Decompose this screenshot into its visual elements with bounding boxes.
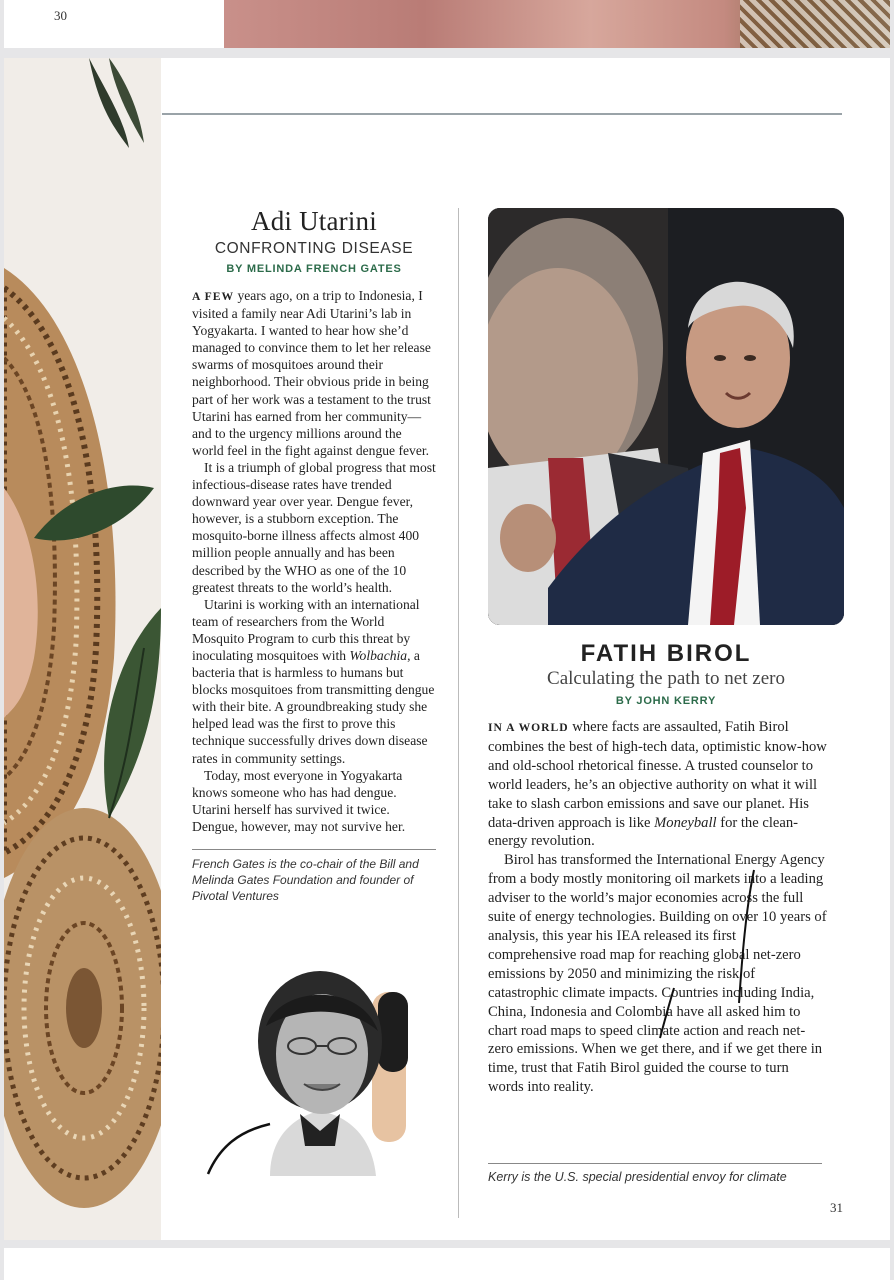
left-author-credit: French Gates is the co-chair of the Bill and Melinda Gates Foundation and founder of Pivotal Ventures bbox=[192, 857, 419, 903]
adi-utarini-portrait bbox=[200, 946, 440, 1196]
left-paragraph-1 bbox=[192, 287, 436, 459]
page-number: 31 bbox=[830, 1200, 843, 1215]
left-article-body bbox=[192, 287, 436, 835]
right-article-body bbox=[488, 718, 828, 1097]
right-paragraph-1 bbox=[488, 718, 828, 851]
left-paragraph-4: Today, most everyone in Yogyakarta knows someone who has had dengue. Utarini herself has survived it twice. Dengue, however, may not survive her. bbox=[192, 767, 406, 834]
right-paragraph-2: Birol has transformed the International Energy Agency from a body mostly monitoring oil markets into a leading adviser to the world’s major economies across the full suite of energy technologies. Building on over 10 years of analysis, this year his IEA released its first comprehensive road map for reaching global net-zero emissions by 2050 and minimizing the risk of catastrophic climate impacts. Countries including India, China, Indonesia and Colombia have all asked him to chart road maps to speed climate action and reach net-zero emissions. When we get there, and if we get there in time, trust that Fatih Birol guided the course to turn words into reality. bbox=[488, 852, 827, 1096]
right-author-credit: Kerry is the U.S. special presidential envoy for climate bbox=[488, 1170, 787, 1184]
left-article bbox=[192, 206, 436, 904]
left-paragraph-3-text-b: , a bacteria that is harmless to humans but blocks mosquitoes from transmitting dengue with their bite. A groundbreaking study she helped lead was the first to prove this technique successfully drives down disease rates in community settings. bbox=[192, 647, 435, 766]
left-paragraph-2: It is a triumph of global progress that most infectious-disease rates have trended downward year over year. Dengue fever, however, is a stubborn exception. The mosquito-borne illness affects almost 400 million people annually and has been described by the WHO as one of the 10 greatest threats to the world’s health. bbox=[192, 459, 436, 595]
left-paragraph-1-text: years ago, on a trip to Indonesia, I visited a family near Adi Utarini’s lab in Yogyakarta. I wanted to hear how she’d managed to convince them to let her release swarms of mosquitoes around their neighborhood. Their obvious pride in being part of her work was a testament to the trust Utarini has earned from her community—and to the urgency millions around the world feel in the fight against dengue fever. bbox=[192, 288, 431, 458]
previous-page-strip bbox=[4, 0, 890, 48]
right-paragraph-1-text-a: where facts are assaulted, Fatih Birol combines the best of high-tech data, optimistic know-how and old-school rhetorical finesse. A trusted counselor to world leaders, he’s an objective authority on what it will take to slash carbon emissions and save our planet. His data-driven approach is like bbox=[488, 719, 827, 831]
magazine-page bbox=[4, 58, 890, 1240]
right-lead-in: IN A WORLD bbox=[488, 721, 569, 734]
right-paragraph-1-italic: Moneyball bbox=[654, 814, 717, 831]
left-credit-rule bbox=[192, 849, 436, 850]
right-credit-rule bbox=[488, 1163, 822, 1164]
left-paragraph-3-italic: Wolbachia bbox=[349, 647, 408, 663]
decorative-wicker-photo bbox=[4, 58, 161, 1240]
left-article-subhead: CONFRONTING DISEASE bbox=[214, 240, 414, 257]
previous-page-number: 30 bbox=[54, 8, 67, 23]
left-article-headline: Adi Utarini bbox=[251, 206, 377, 236]
left-paragraph-3-text-a: Utarini is working with an international team of researchers from the World Mosquito Program to curb this threat by inoculating mosquitoes with bbox=[192, 596, 420, 663]
left-paragraph-3 bbox=[192, 596, 436, 767]
left-article-byline: BY MELINDA FRENCH GATES bbox=[226, 263, 402, 275]
left-lead-in: A FEW bbox=[192, 290, 235, 303]
right-article-subhead: Calculating the path to net zero bbox=[547, 668, 785, 689]
right-article-byline: BY JOHN KERRY bbox=[615, 695, 717, 707]
top-rule bbox=[162, 113, 842, 115]
right-paragraph-1-text-b: for the clean-energy revolution. bbox=[488, 814, 798, 850]
previous-page-photo bbox=[224, 0, 890, 48]
right-article-name: FATIH BIROL bbox=[580, 640, 752, 667]
next-page-strip bbox=[4, 1248, 890, 1280]
fatih-birol-photo bbox=[488, 208, 844, 625]
column-divider bbox=[458, 208, 459, 1218]
